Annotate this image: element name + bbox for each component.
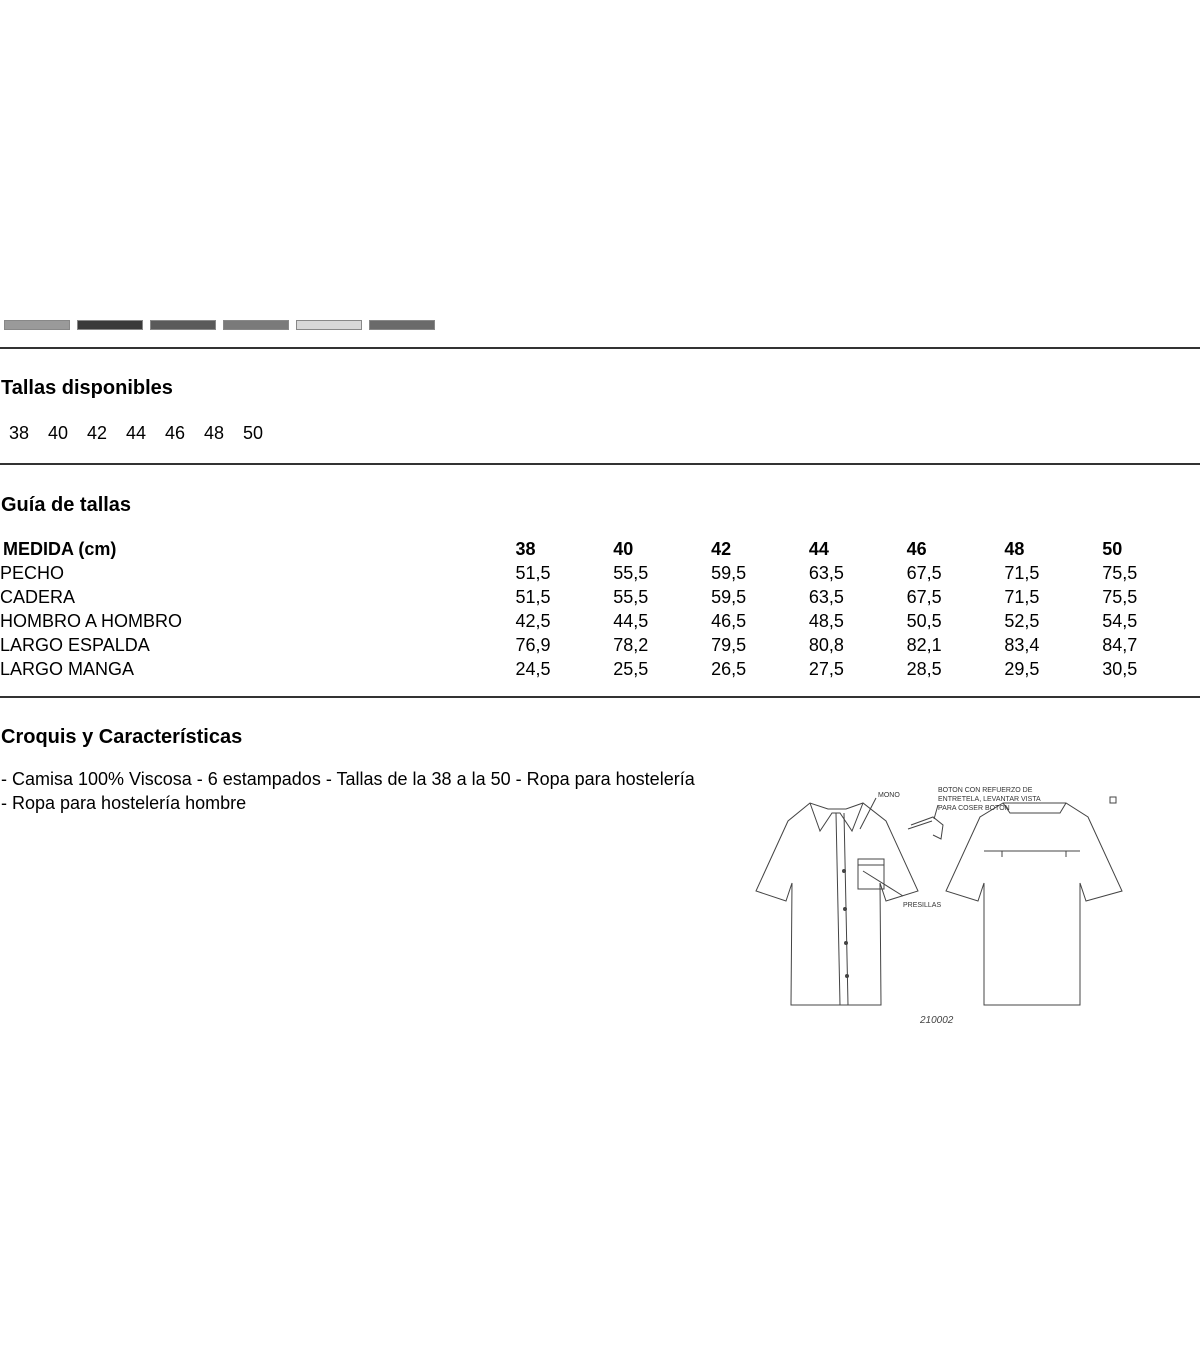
measure-value: 42,5 [515, 611, 551, 631]
available-size: 50 [243, 423, 264, 443]
measure-value: 84,7 [1102, 635, 1138, 655]
measure-value: 55,5 [613, 563, 649, 583]
size-guide-heading: Guía de tallas [1, 494, 132, 516]
measure-value: 71,5 [1004, 563, 1040, 583]
measure-value: 75,5 [1102, 587, 1138, 607]
size-header: 50 [1102, 539, 1123, 559]
size-guide-row [0, 657, 1200, 681]
measure-value: 67,5 [906, 587, 942, 607]
measure-value: 54,5 [1102, 611, 1138, 631]
measure-value: 71,5 [1004, 587, 1040, 607]
measure-value: 48,5 [808, 611, 844, 631]
available-size: 48 [204, 423, 225, 443]
sketch-label-boton-2: ENTRETELA, LEVANTAR VISTA [938, 796, 1041, 803]
measure-value: 63,5 [808, 563, 844, 583]
measure-value: 67,5 [906, 563, 942, 583]
available-sizes-list [9, 423, 282, 444]
sketch-label-mono: MONO [878, 792, 900, 799]
divider [0, 696, 1200, 698]
measure-value: 30,5 [1102, 659, 1138, 679]
shirt-back-outline [946, 803, 1122, 1005]
measure-label: LARGO MANGA [0, 659, 135, 679]
features-heading: Croquis y Características [1, 726, 243, 748]
pattern-swatch [77, 320, 143, 330]
size-header: 42 [711, 539, 732, 559]
divider [0, 347, 1200, 349]
features-description: - Camisa 100% Viscosa - 6 estampados - Tallas de la 38 a la 50 - Ropa para hostelería - Ropa para hostelería hombre [1, 769, 695, 813]
available-size: 46 [165, 423, 186, 443]
pattern-swatch [296, 320, 362, 330]
divider [0, 463, 1200, 465]
measure-value: 82,1 [906, 635, 942, 655]
measure-value: 51,5 [515, 587, 551, 607]
available-size: 44 [126, 423, 147, 443]
measure-value: 24,5 [515, 659, 551, 679]
size-header: 38 [515, 539, 536, 559]
measure-header: MEDIDA (cm) [3, 539, 117, 559]
measure-label: HOMBRO A HOMBRO [0, 611, 183, 631]
measure-label: LARGO ESPALDA [0, 635, 150, 655]
size-header: 44 [808, 539, 829, 559]
size-guide-row [0, 561, 1200, 585]
sketch-label-boton-3: PARA COSER BOTON [938, 805, 1010, 812]
sketch-model-code: 210002 [920, 1015, 954, 1026]
pattern-swatch [223, 320, 289, 330]
available-size: 42 [87, 423, 108, 443]
measure-label: PECHO [0, 563, 65, 583]
measure-value: 78,2 [613, 635, 649, 655]
measure-value: 83,4 [1004, 635, 1040, 655]
measure-value: 79,5 [711, 635, 747, 655]
available-size: 40 [48, 423, 69, 443]
shirt-front-outline [756, 803, 918, 1005]
size-guide-header-row [0, 537, 1200, 561]
measure-value: 27,5 [808, 659, 844, 679]
measure-value: 44,5 [613, 611, 649, 631]
measure-value: 28,5 [906, 659, 942, 679]
measure-value: 46,5 [711, 611, 747, 631]
shirt-technical-sketch [748, 783, 1130, 1029]
pattern-swatch [150, 320, 216, 330]
measure-value: 51,5 [515, 563, 551, 583]
measure-value: 63,5 [808, 587, 844, 607]
measure-value: 29,5 [1004, 659, 1040, 679]
pattern-swatch [4, 320, 70, 330]
measure-value: 52,5 [1004, 611, 1040, 631]
available-size: 38 [9, 423, 30, 443]
measure-value: 55,5 [613, 587, 649, 607]
pattern-swatches [4, 320, 435, 330]
measure-value: 75,5 [1102, 563, 1138, 583]
pattern-swatch [369, 320, 435, 330]
available-sizes-heading: Tallas disponibles [1, 377, 173, 399]
sketch-label-presillas: PRESILLAS [903, 902, 942, 909]
sketch-label-boton-1: BOTON CON REFUERZO DE [938, 787, 1033, 794]
measure-value: 59,5 [711, 587, 747, 607]
measure-value: 80,8 [808, 635, 844, 655]
measure-value: 59,5 [711, 563, 747, 583]
size-header: 48 [1004, 539, 1025, 559]
size-header: 40 [613, 539, 634, 559]
size-header: 46 [906, 539, 927, 559]
size-guide-row [0, 633, 1200, 657]
size-guide-table [0, 537, 1200, 681]
size-guide-row [0, 609, 1200, 633]
measure-value: 26,5 [711, 659, 747, 679]
size-guide-row [0, 585, 1200, 609]
measure-value: 76,9 [515, 635, 551, 655]
measure-value: 50,5 [906, 611, 942, 631]
measure-label: CADERA [0, 587, 76, 607]
measure-value: 25,5 [613, 659, 649, 679]
